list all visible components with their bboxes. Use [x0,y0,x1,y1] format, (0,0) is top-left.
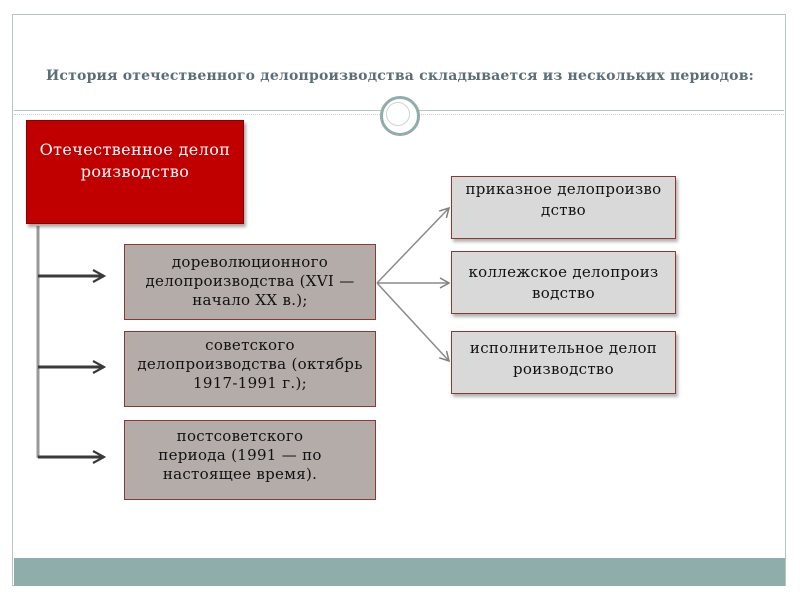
subperiod-box-prikaznoe [451,176,676,239]
period-label-postsoviet: постсоветского периода (1991 — по настоящее время). [158,427,322,483]
slide-title: История отечественного делопроизводства складывается из нескольких периодов: [46,68,754,84]
subperiod-box-kollezhskoe [451,251,676,314]
subperiod-label-kollezhskoe: коллежское делопроизводство [468,263,659,302]
period-label-soviet: советского делопроизводства (октябрь 1917-1991 г.); [137,336,363,392]
period-box-soviet [124,331,376,407]
period-label-prerevolutionary: дореволюционного делопроизводства (XVI — начало XX в.); [145,253,355,309]
main-topic-label: Отечественное делопроизводство [39,140,231,181]
split-arrow-top [377,208,449,283]
main-topic-box [26,120,244,224]
split-arrow-bottom [377,283,449,361]
subperiod-box-ispolnitelnoe [451,331,676,394]
period-box-prerevolutionary [124,244,376,320]
subperiod-label-prikaznoe: приказное делопроизводство [465,180,662,219]
subperiod-label-ispolnitelnoe: исполнительное делопроизводство [469,339,658,378]
footer-band [14,558,785,586]
period-box-postsoviet [124,420,376,500]
